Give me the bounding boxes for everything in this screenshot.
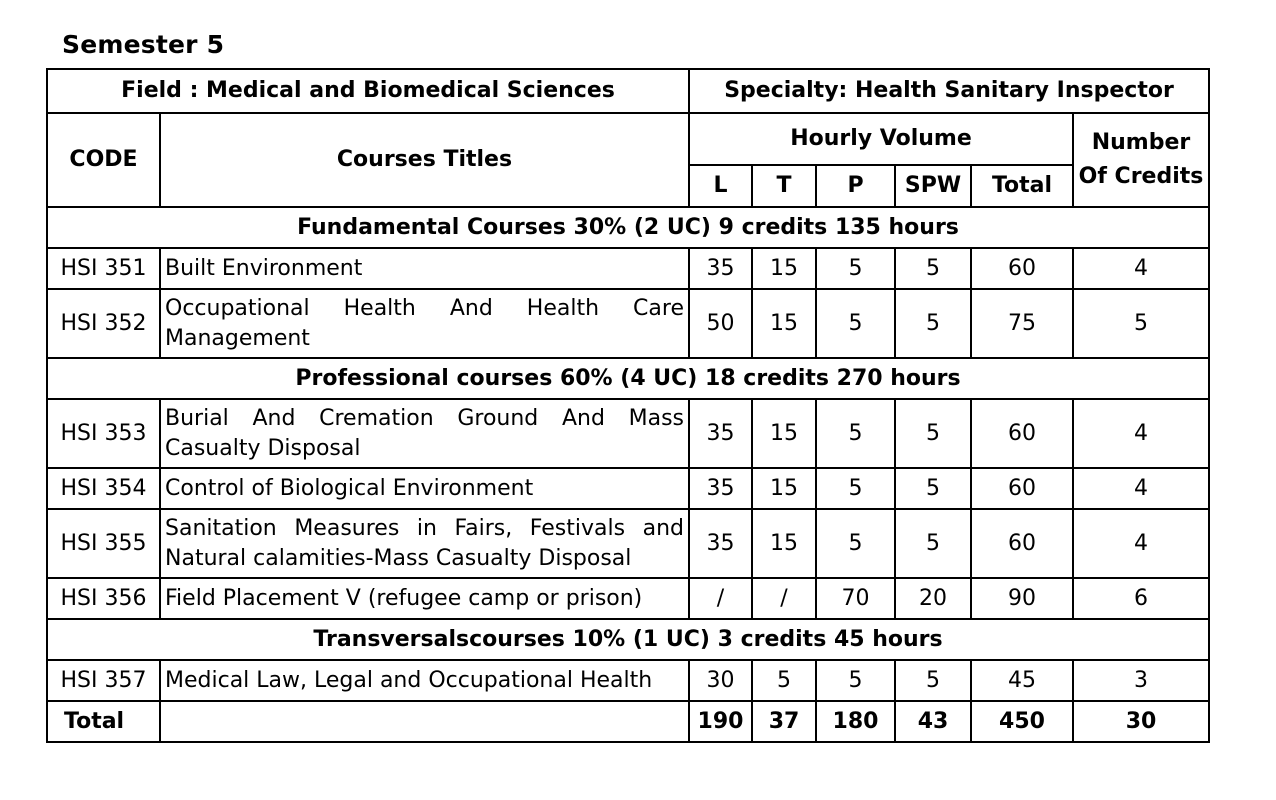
cell-total: 60 xyxy=(971,468,1073,509)
cell-credits: 6 xyxy=(1073,578,1209,619)
course-title: Control of Biological Environment xyxy=(160,468,689,509)
cell-p: 70 xyxy=(816,578,895,619)
table-row xyxy=(47,468,1209,509)
column-header-spw: SPW xyxy=(895,165,971,207)
column-header-p: P xyxy=(816,165,895,207)
table-row xyxy=(47,289,1209,358)
course-title: Field Placement V (refugee camp or prison) xyxy=(160,578,689,619)
cell-t: 15 xyxy=(752,468,816,509)
total-l: 190 xyxy=(689,701,752,742)
table-row xyxy=(47,578,1209,619)
course-code: HSI 357 xyxy=(47,660,160,701)
section-title: Fundamental Courses 30% (2 UC) 9 credits 135 hours xyxy=(47,207,1209,248)
cell-p: 5 xyxy=(816,509,895,578)
total-title-cell xyxy=(160,701,689,742)
field-specialty-row xyxy=(47,69,1209,113)
section-header-row xyxy=(47,207,1209,248)
cell-p: 5 xyxy=(816,289,895,358)
cell-spw: 5 xyxy=(895,289,971,358)
cell-l: / xyxy=(689,578,752,619)
cell-spw: 5 xyxy=(895,248,971,289)
course-title: Built Environment xyxy=(160,248,689,289)
course-title: Burial And Cremation Ground And Mass Casualty Disposal xyxy=(160,399,689,468)
cell-t: 15 xyxy=(752,248,816,289)
cell-spw: 5 xyxy=(895,468,971,509)
cell-credits: 4 xyxy=(1073,399,1209,468)
total-p: 180 xyxy=(816,701,895,742)
table-row xyxy=(47,399,1209,468)
cell-l: 35 xyxy=(689,509,752,578)
course-code: HSI 355 xyxy=(47,509,160,578)
cell-spw: 20 xyxy=(895,578,971,619)
section-header-row xyxy=(47,358,1209,399)
cell-credits: 5 xyxy=(1073,289,1209,358)
total-total: 450 xyxy=(971,701,1073,742)
section-title: Professional courses 60% (4 UC) 18 credits 270 hours xyxy=(47,358,1209,399)
table-row xyxy=(47,660,1209,701)
cell-t: 15 xyxy=(752,509,816,578)
section-header-row xyxy=(47,619,1209,660)
cell-p: 5 xyxy=(816,468,895,509)
course-title: Medical Law, Legal and Occupational Health xyxy=(160,660,689,701)
cell-l: 30 xyxy=(689,660,752,701)
cell-p: 5 xyxy=(816,399,895,468)
table-row xyxy=(47,248,1209,289)
course-code: HSI 356 xyxy=(47,578,160,619)
total-t: 37 xyxy=(752,701,816,742)
courses-titles-header: Courses Titles xyxy=(160,113,689,207)
cell-t: / xyxy=(752,578,816,619)
total-label: Total xyxy=(47,701,160,742)
course-table-body xyxy=(47,69,1209,742)
field-label: Field : Medical and Biomedical Sciences xyxy=(47,69,689,113)
cell-total: 60 xyxy=(971,399,1073,468)
table-row xyxy=(47,509,1209,578)
cell-total: 75 xyxy=(971,289,1073,358)
cell-l: 35 xyxy=(689,468,752,509)
cell-credits: 3 xyxy=(1073,660,1209,701)
cell-credits: 4 xyxy=(1073,248,1209,289)
course-code: HSI 351 xyxy=(47,248,160,289)
course-code: HSI 353 xyxy=(47,399,160,468)
cell-p: 5 xyxy=(816,248,895,289)
cell-l: 50 xyxy=(689,289,752,358)
course-title: Occupational Health And Health Care Management xyxy=(160,289,689,358)
cell-l: 35 xyxy=(689,399,752,468)
cell-t: 15 xyxy=(752,399,816,468)
course-table xyxy=(46,68,1210,743)
course-code: HSI 354 xyxy=(47,468,160,509)
code-header: CODE xyxy=(47,113,160,207)
cell-total: 60 xyxy=(971,248,1073,289)
cell-spw: 5 xyxy=(895,399,971,468)
column-header-total: Total xyxy=(971,165,1073,207)
hourly-volume-header: Hourly Volume xyxy=(689,113,1073,165)
column-header-t: T xyxy=(752,165,816,207)
specialty-label: Specialty: Health Sanitary Inspector xyxy=(689,69,1209,113)
semester-title: Semester 5 xyxy=(62,30,225,59)
cell-t: 5 xyxy=(752,660,816,701)
cell-l: 35 xyxy=(689,248,752,289)
cell-credits: 4 xyxy=(1073,509,1209,578)
course-code: HSI 352 xyxy=(47,289,160,358)
cell-spw: 5 xyxy=(895,660,971,701)
cell-credits: 4 xyxy=(1073,468,1209,509)
cell-p: 5 xyxy=(816,660,895,701)
credits-header: Number Of Credits xyxy=(1073,113,1209,207)
total-row xyxy=(47,701,1209,742)
column-header-row-1 xyxy=(47,113,1209,165)
course-title: Sanitation Measures in Fairs, Festivals and Natural calamities-Mass Casualty Disposal xyxy=(160,509,689,578)
cell-total: 90 xyxy=(971,578,1073,619)
cell-total: 60 xyxy=(971,509,1073,578)
total-credits: 30 xyxy=(1073,701,1209,742)
section-title: Transversalscourses 10% (1 UC) 3 credits 45 hours xyxy=(47,619,1209,660)
cell-t: 15 xyxy=(752,289,816,358)
column-header-l: L xyxy=(689,165,752,207)
total-spw: 43 xyxy=(895,701,971,742)
cell-spw: 5 xyxy=(895,509,971,578)
cell-total: 45 xyxy=(971,660,1073,701)
